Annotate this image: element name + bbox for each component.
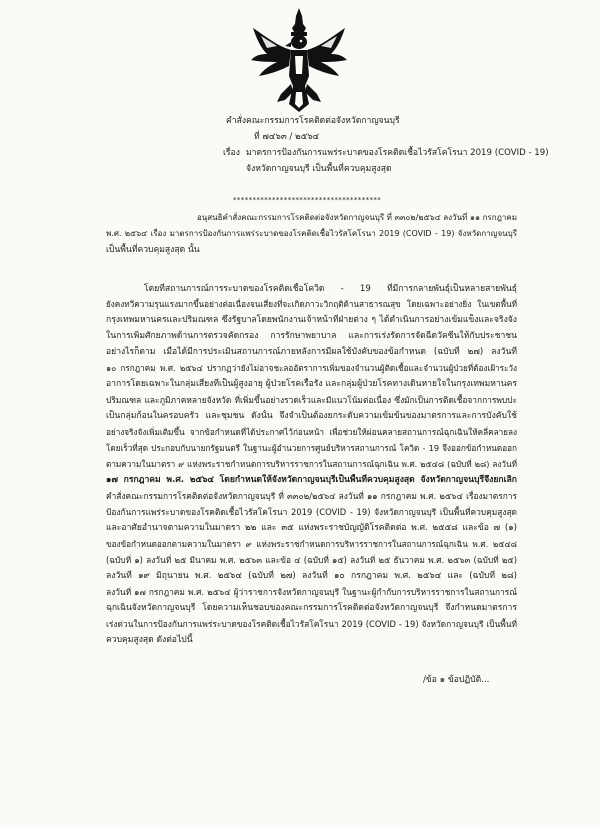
para2-line: ตามความในมาตรา ๙ แห่งพระราชกำหนดการบริหารราชการในสถานการณ์ฉุกเฉิน พ.ศ. ๒๕๔๘ (ฉบับที่ ๒๘) ลงวันที่ bbox=[106, 459, 517, 469]
para2-line: ลงวันที่ ๑๙ มิถุนายน พ.ศ. ๒๕๖๔ (ฉบับที่ ๒๗) ลงวันที่ ๑๐ กรกฎาคม พ.ศ. ๒๕๖๔ และ (ฉบับที่ ๒๘) bbox=[106, 571, 517, 581]
para2-line: ๑๐ กรกฎาคม พ.ศ. ๒๕๖๔ ปรากฏว่ายังไม่อาจชะลออัตราการเพิ่มของจำนวนผู้ติดเชื้อและจำนวนผู้ป่วยที่ต้องเฝ้าระวัง bbox=[106, 363, 517, 373]
separator-stars: ************************************** bbox=[233, 196, 382, 204]
para2-line: ป้องกันการแพร่ระบาดของโรคติดเชื้อไวรัสโคโรนา 2019 (COVID - 19) จังหวัดกาญจนบุรี เป็นพื้นที่ควบคุมสูงสุด bbox=[106, 507, 517, 517]
para1-line: อนุสนธิคำสั่งคณะกรรมการโรคติดต่อจังหวัดกาญจนบุรี ที่ ๓๓๐๒/๒๕๖๔ ลงวันที่ ๑๑ กรกฎาคม bbox=[197, 213, 517, 222]
para2-line: คำสั่งคณะกรรมการโรคติดต่อจังหวัดกาญจนบุรี ที่ ๓๓๐๒/๒๕๖๔ ลงวันที่ ๑๑ กรกฎาคม พ.ศ. ๒๕๖๔ เรื่องมาตรการ bbox=[106, 491, 517, 501]
para1-line: พ.ศ. ๒๕๖๔ เรื่อง มาตรการป้องกันการแพร่ระบาดของโรคติดเชื้อไวรัสโคโรนา 2019 (COVID - 19) จังหวัดกาญจนบุรี bbox=[106, 229, 517, 238]
para2-line: ควบคุมสูงสุด ดังต่อไปนี้ bbox=[106, 635, 193, 645]
para1-line: เป็นพื้นที่ควบคุมสูงสุด นั้น bbox=[106, 245, 200, 255]
para2-line: ในการเพิ่มศักยภาพด้านการตรวจคัดกรอง การรักษาพยาบาล และการเร่งรัดการจัดฉีดวัคซีนให้กับประชาชน bbox=[106, 331, 517, 341]
garuda-emblem-icon bbox=[247, 6, 351, 114]
para2-line: อย่างจริงจังเพิ่มเติมขึ้น จากข้อกำหนดที่ได้ประกาศไว้ก่อนหน้า เพื่อช่วยให้ผ่อนคลายสถานการณ์ฉุกเฉินให้คลี่คลายลง bbox=[106, 427, 517, 437]
order-number: ที่ ๗๔๖๓ / ๒๕๖๔ bbox=[254, 132, 320, 142]
para2-line: เร่งด่วนในการป้องกันการแพร่ระบาดของโรคติดเชื้อไวรัสโคโรนา 2019 (COVID - 19) จังหวัดกาญจนบุรี เป็นพื้นที่ bbox=[106, 619, 517, 629]
continuation-note: /ข้อ ๑ ข้อปฏิบัติ... bbox=[423, 675, 490, 685]
para2-line: อาการโดยเฉพาะในกลุ่มเสี่ยงที่เป็นผู้สูงอายุ ผู้ป่วยโรคเรื้อรัง และกลุ่มผู้ป่วยโรคทางเดินหายใจในกรุงเทพมหานคร bbox=[106, 379, 517, 389]
para2-line: และอาศัยอำนาจตามความในมาตรา ๒๒ และ ๓๕ แห่งพระราชบัญญัติโรคติดต่อ พ.ศ. ๒๕๕๘ และข้อ ๗ (๑) bbox=[106, 523, 517, 533]
para2-line: โดยเร็วที่สุด ประกอบกับนายกรัฐมนตรี ในฐานะผู้อำนวยการศูนย์บริหารสถานการณ์ โควิด - 19 จึงออกข้อกำหนดออก bbox=[106, 443, 517, 453]
para2-line: อย่างไรก็ตาม เมื่อได้มีการประเมินสถานการณ์ภายหลังการมีผลใช้บังคับของข้อกำหนด (ฉบับที่ ๒๗) ลงวันที่ bbox=[106, 347, 517, 357]
para2-line: ยังคงทวีความรุนแรงมากขึ้นอย่างต่อเนื่องจนเสี่ยงที่จะเกิดภาวะวิกฤติด้านสาธารณสุข โดยเฉพาะอย่างยิ่ง ในเขตพื้นที่ bbox=[106, 299, 517, 309]
para2-line: ๑๗ กรกฎาคม พ.ศ. ๒๕๖๔ โดยกำหนดให้จังหวัดกาญจนบุรีเป็นพื้นที่ควบคุมสูงสุด จังหวัดกาญจนบุรีจึงยกเลิก bbox=[106, 475, 517, 485]
para2-line: กรุงเทพมหานครและปริมณฑล ซึ่งรัฐบาลโดยพนักงานเจ้าหน้าที่ฝ่ายต่าง ๆ ได้ดำเนินการอย่างเข้มแข็งและจริงจัง bbox=[106, 315, 517, 325]
para2-line: โดยที่สถานการณ์การระบาดของโรคติดเชื้อโควิด - 19 ที่มีการกลายพันธุ์เป็นหลายสายพันธุ์ bbox=[144, 284, 517, 294]
subject-line-2: จังหวัดกาญจนบุรี เป็นพื้นที่ควบคุมสูงสุด bbox=[246, 164, 392, 174]
para2-line: ฉุกเฉินจังหวัดกาญจนบุรี โดยความเห็นชอบของคณะกรรมการโรคติดต่อจังหวัดกาญจนบุรี จึงกำหนดมาตรการ bbox=[106, 603, 517, 613]
subject-label: เรื่อง bbox=[223, 148, 240, 158]
para2-line: ของข้อกำหนดออกตามความในมาตรา ๙ แห่งพระราชกำหนดการบริหารราชการในสถานการณ์ฉุกเฉิน พ.ศ. ๒๕๔๘ bbox=[106, 539, 517, 549]
para2-line: (ฉบับที่ ๑) ลงวันที่ ๒๕ มีนาคม พ.ศ. ๒๕๖๓ และข้อ ๔ (ฉบับที่ ๑๕) ลงวันที่ ๒๕ ธันวาคม พ.ศ. ๒๕๖๓ (ฉบับที่ ๒๕) bbox=[106, 555, 517, 565]
para2-line: ปริมณฑล และภูมิภาคหลายจังหวัด ที่เพิ่มขึ้นอย่างรวดเร็วและมีแนวโน้มต่อเนื่อง ซึ่งมักเป็นการติดเชื้อจากการพบปะ bbox=[106, 395, 517, 405]
para2-line: ลงวันที่ ๑๗ กรกฎาคม พ.ศ. ๒๕๖๔ ผู้ว่าราชการจังหวัดกาญจนบุรี ในฐานะผู้กำกับการบริหารราชการในสถานการณ์ bbox=[106, 587, 517, 597]
para2-line: เป็นกลุ่มก้อนในครอบครัว และชุมชน ดังนั้น จึงจำเป็นต้องยกระดับความเข้มข้นของมาตรการและการบังคับใช้ bbox=[106, 411, 517, 421]
order-title: คำสั่งคณะกรรมการโรคติดต่อจังหวัดกาญจนบุรี bbox=[226, 116, 400, 126]
subject-line-1: มาตรการป้องกันการแพร่ระบาดของโรคติดเชื้อไวรัสโคโรนา 2019 (COVID - 19) bbox=[246, 148, 549, 158]
